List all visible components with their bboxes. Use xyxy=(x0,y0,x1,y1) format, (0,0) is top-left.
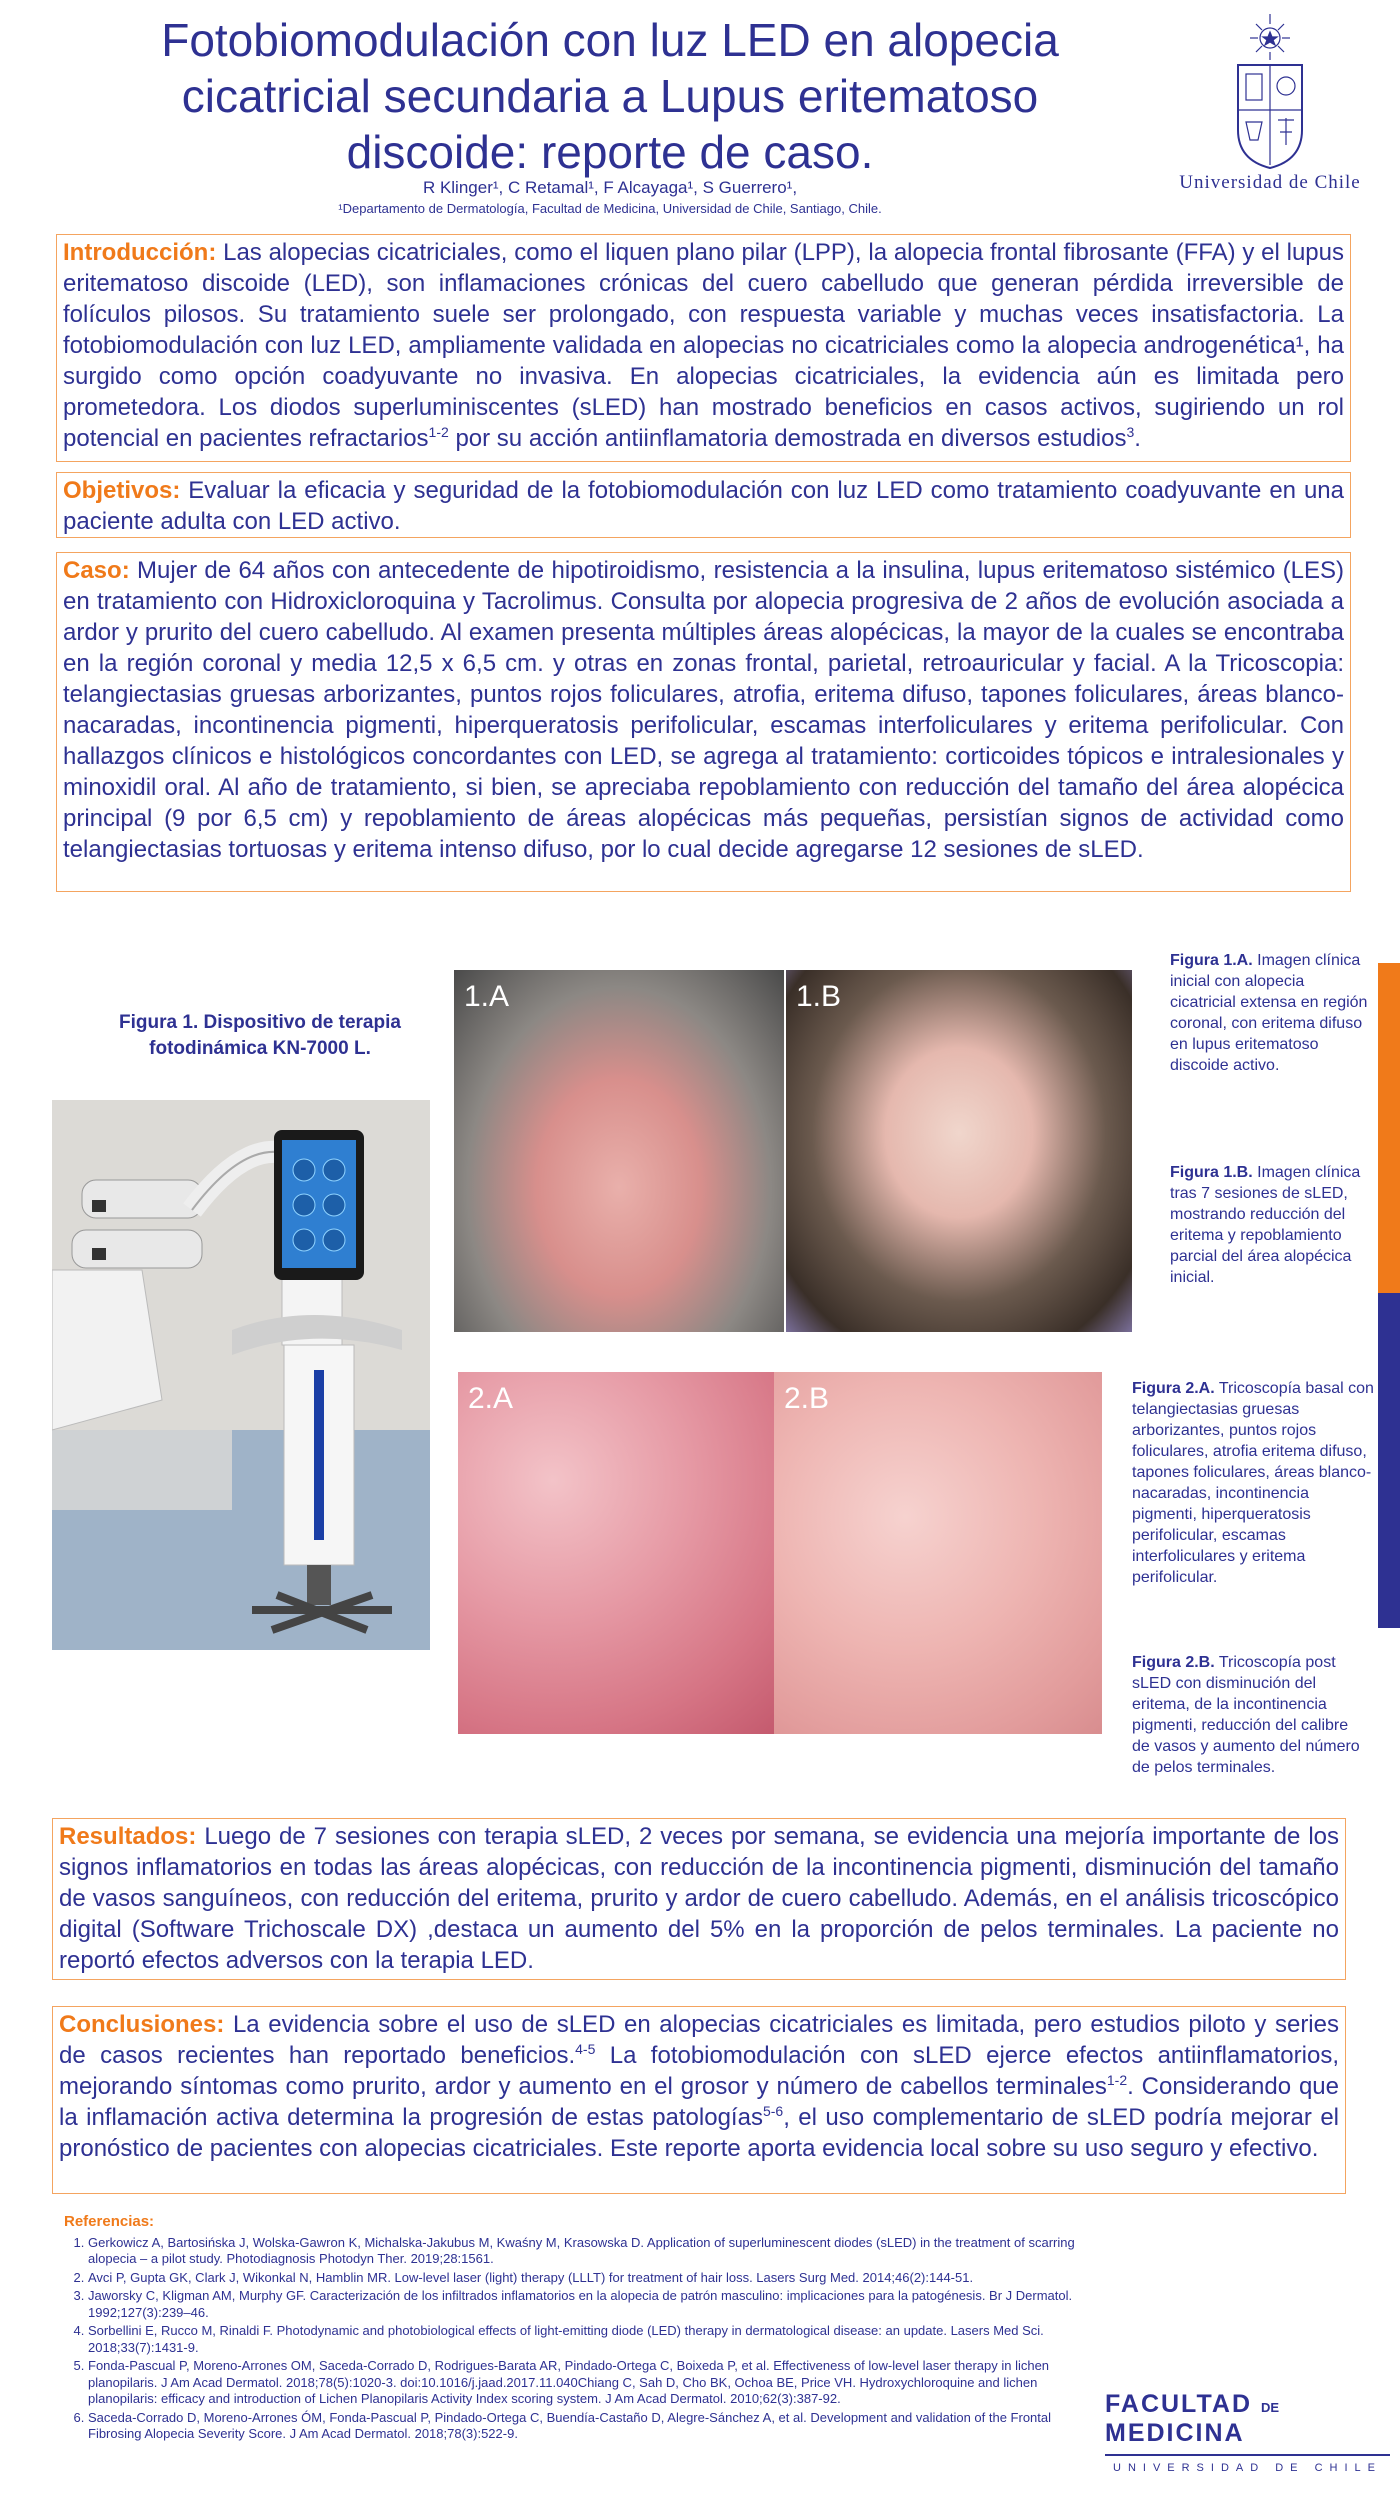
conclusions-text-d: , el uso complementario de sLED podría mejorar el pronóstico de pacientes con alopecias cicatriciales. Este reporte aporta evidencia local sobre su uso seguro y efectivo. xyxy=(59,2104,1339,2162)
objectives-heading: Objetivos: xyxy=(63,477,181,504)
photo-2a xyxy=(458,1372,774,1734)
fig2a-caption-text: Tricoscopía basal con telangiectasias gruesas arborizantes, puntos rojos foliculares, atrofia eritema difuso, tapones foliculares, áreas blanco-nacaradas, incontinencia pigmenti, hiperqueratosis perifolicular, escamas interfoliculares y eritema perifolicular. xyxy=(1132,1380,1374,1586)
fig2b-caption xyxy=(1132,1652,1367,1778)
faculty-logo xyxy=(1105,2390,1390,2474)
intro-text-a: Las alopecias cicatriciales, como el liquen plano pilar (LPP), la alopecia frontal fibrosante (FFA) y el lupus eritematoso discoide (LED), son inflamaciones crónicas del cuero cabelludo que generan pérdida irreversible de folículos pilosos. Su tratamiento suele ser prolongado, con respuesta variable y muchas veces insatisfactoria. La fotobiomodulación con luz LED, ampliamente validada en alopecias no cicatriciales como la alopecia androgenética¹, ha surgido como opción coadyuvante no invasiva. En alopecias cicatriciales, la evidencia aún es limitada pero prometedora. Los diodos superluminiscentes (sLED) han mostrado beneficios en casos activos, sugiriendo un rol potencial en pacientes refractarios xyxy=(63,239,1344,452)
fig1a-caption-bold: Figura 1.A. xyxy=(1170,952,1253,969)
fig1b-caption-text: Imagen clínica tras 7 sesiones de sLED, mostrando reducción del eritema y repoblamiento parcial del área alopécica inicial. xyxy=(1170,1164,1361,1286)
fig1-caption: Figura 1. Dispositivo de terapia fotodinámica KN-7000 L. xyxy=(119,1012,401,1059)
fig2b-caption-text: Tricoscopía post sLED con disminución del eritema, de la incontinencia pigmenti, reducción del calibre de vasos y aumento del número de pelos terminales. xyxy=(1132,1654,1360,1776)
intro-text-b: por su acción antiinflamatoria demostrada en diversos estudios xyxy=(448,425,1127,452)
conclusions-section xyxy=(52,2006,1346,2194)
fig1a-caption-text: Imagen clínica inicial con alopecia cicatricial extensa en región coronal, con eritema difuso en lupus eritematoso discoide activo. xyxy=(1170,952,1368,1074)
sidebar-orange-stripe xyxy=(1378,963,1400,1293)
university-crest-icon xyxy=(1230,10,1310,170)
authors: R Klinger¹, C Retamal¹, F Alcayaga¹, S Guerrero¹, xyxy=(422,178,798,197)
photo-2b xyxy=(774,1372,1102,1734)
poster-title xyxy=(130,12,1090,180)
faculty-divider xyxy=(1105,2454,1390,2456)
fig2b-caption-bold: Figura 2.B. xyxy=(1132,1654,1215,1671)
reference-item: 4. Sorbellini E, Rucco M, Rinaldi F. Photodynamic and photobiological effects of light-emitting diode (LED) therapy in dermatological disease: an update. Lasers Med Sci. 2018;33(7):1431-9. xyxy=(88,2323,1104,2356)
device-illustration xyxy=(52,1100,430,1650)
conclusions-text-b: La fotobiomodulación con sLED ejerce efectos antiinflamatorios, mejorando síntomas como prurito, ardor y aumento en el grosor y número de cabellos terminales xyxy=(59,2042,1339,2100)
fig1a-caption xyxy=(1170,950,1370,1076)
conclusions-text-c: . Considerando que la inflamación activa determina la progresión de estas patologías xyxy=(59,2073,1339,2131)
intro-sup-b: 3 xyxy=(1126,424,1135,440)
reference-item: 5. Fonda-Pascual P, Moreno-Arrones OM, Saceda-Corrado D, Rodrigues-Barata AR, Pindado-Ortega C, Boixeda P, et al. Effectiveness of low-level laser therapy in lichen planopilaris. J Am Acad Dermatol. 2018;78(5):1020-3. doi:10.1016/j.jaad.2017.11.040Chiang C, Sah D, Cho BK, Ochoa BE, Price VH. Hydroxychloroquine and lichen planopilaris: efficacy and introduction of Lichen Planopilaris Activity Index scoring system. J Am Acad Dermatol. 2010;62(3):387-92. xyxy=(88,2358,1104,2408)
sidebar-blue-stripe xyxy=(1378,1293,1400,1628)
photo-1a xyxy=(454,970,784,1332)
title-line-2: cicatricial secundaria a Lupus eritematoso xyxy=(181,70,1039,122)
results-heading: Resultados: xyxy=(59,1823,197,1850)
case-text: Mujer de 64 años con antecedente de hipotiroidismo, resistencia a la insulina, lupus eritematoso sistémico (LES) en tratamiento con Hidroxicloroquina y Tacrolimus. Consulta por alopecia progresiva de 2 años de evolución asociada a ardor y prurito del cuero cabelludo. Al examen presenta múltiples áreas alopécicas, la mayor de la cuales se encontraba en la región coronal y media 12,5 x 6,5 cm. y otras en zonas frontal, parietal, retroauricular y facial. A la Tricoscopia: telangiectasias gruesas arborizantes, puntos rojos foliculares, atrofia, eritema difuso, tapones foliculares, áreas blanco-nacaradas, incontinencia pigmenti, hiperqueratosis perifolicular, escamas interfoliculares y eritema perifolicular. Con hallazgos clínicos e histológicos concordantes con LED, se agrega al tratamiento: corticoides tópicos e intralesionales y minoxidil oral. Al año de tratamiento, si bien, se apreciaba repoblamiento con reducción del tamaño del área alopécica principal (9 por 6,5 cm) y repoblamiento de áreas alopécicas más pequeñas, persistían signos de actividad como telangiectasias tortuosas y eritema intenso difuso, por lo cual decide agregarse 12 sesiones de sLED. xyxy=(63,557,1344,863)
reference-item: 2. Avci P, Gupta GK, Clark J, Wikonkal N, Hamblin MR. Low-level laser (light) therapy (LLLT) for treatment of hair loss. Lasers Surg Med. 2014;46(2):144-51. xyxy=(88,2270,1104,2287)
references-list xyxy=(64,2235,1104,2443)
faculty-word-de: DE xyxy=(1260,2400,1280,2415)
fig1b-caption-bold: Figura 1.B. xyxy=(1170,1164,1253,1181)
faculty-word-a: FACULTAD xyxy=(1105,2390,1252,2418)
results-text: Luego de 7 sesiones con terapia sLED, 2 veces por semana, se evidencia una mejoría importante de los signos inflamatorios en todas las áreas alopécicas, con reducción de la incontinencia pigmenti, disminución del tamaño de vasos sanguíneos, con reducción del eritema, prurito y ardor de cuero cabelludo. Además, en el análisis tricoscópico digital (Software Trichoscale DX) ,destaca un aumento del 5% en la proporción de pelos terminales. La paciente no reportó efectos adversos con la terapia LED. xyxy=(59,1823,1339,1974)
photo-2b-label: 2.B xyxy=(784,1382,830,1415)
fig1b-caption xyxy=(1170,1162,1370,1288)
conclusions-heading: Conclusiones: xyxy=(59,2011,225,2038)
faculty-word-b: MEDICINA xyxy=(1105,2419,1245,2447)
case-section xyxy=(56,552,1351,892)
university-name: Universidad de Chile xyxy=(1179,172,1361,193)
intro-section xyxy=(56,234,1351,462)
device-photo xyxy=(52,1100,430,1650)
affiliation: ¹Departamento de Dermatología, Facultad de Medicina, Universidad de Chile, Santiago, Chile. xyxy=(338,201,882,216)
case-heading: Caso: xyxy=(63,557,130,584)
university-logo xyxy=(1150,10,1390,200)
reference-item: 6. Saceda-Corrado D, Moreno-Arrones ÓM, Fonda-Pascual P, Pindado-Ortega C, Buendía-Castaño D, Alegre-Sánchez A, et al. Development and validation of the Frontal Fibrosing Alopecia Severity Score. J Am Acad Dermatol. 2018;78(3):522-9. xyxy=(88,2410,1104,2443)
faculty-university: UNIVERSIDAD DE CHILE xyxy=(1113,2461,1382,2474)
fig2a-caption-bold: Figura 2.A. xyxy=(1132,1380,1215,1397)
title-line-3: discoide: reporte de caso. xyxy=(346,126,874,178)
intro-heading: Introducción: xyxy=(63,239,217,266)
title-line-1: Fotobiomodulación con luz LED en alopecia xyxy=(161,14,1059,66)
references-section xyxy=(64,2214,1104,2445)
intro-sup-a: 1-2 xyxy=(428,424,449,440)
photo-2a-label: 2.A xyxy=(468,1382,514,1415)
conclusions-text-a: La evidencia sobre el uso de sLED en alopecias cicatriciales es limitada, pero estudios piloto y series de casos recientes han reportado beneficios. xyxy=(59,2011,1339,2069)
objectives-text: Evaluar la eficacia y seguridad de la fotobiomodulación con luz LED como tratamiento coadyuvante en una paciente adulta con LED activo. xyxy=(63,477,1344,535)
photo-1a-label: 1.A xyxy=(464,980,510,1013)
conclusions-sup-b: 1-2 xyxy=(1106,2072,1128,2088)
references-heading: Referencias: xyxy=(64,2213,155,2230)
conclusions-sup-a: 4-5 xyxy=(575,2041,596,2057)
fig2a-caption xyxy=(1132,1378,1377,1588)
results-section xyxy=(52,1818,1346,1980)
reference-item: 3. Jaworsky C, Kligman AM, Murphy GF. Caracterización de los infiltrados inflamatorios en la alopecia de patrón masculino: implicaciones para la patogénesis. Br J Dermatol. 1992;127(3):239–46. xyxy=(88,2288,1104,2321)
conclusions-sup-c: 5-6 xyxy=(762,2103,784,2119)
reference-item: 1. Gerkowicz A, Bartosińska J, Wolska-Gawron K, Michalska-Jakubus M, Kwaśny M, Krasowska D. Application of superluminescent diodes (sLED) in the treatment of scarring alopecia – a pilot study. Photodiagnosis Photodyn Ther. 2019;28:1561. xyxy=(88,2235,1104,2268)
photo-1b xyxy=(786,970,1132,1332)
intro-text-c: . xyxy=(1134,425,1141,452)
objectives-section xyxy=(56,472,1351,538)
photo-1b-label: 1.B xyxy=(796,980,842,1013)
